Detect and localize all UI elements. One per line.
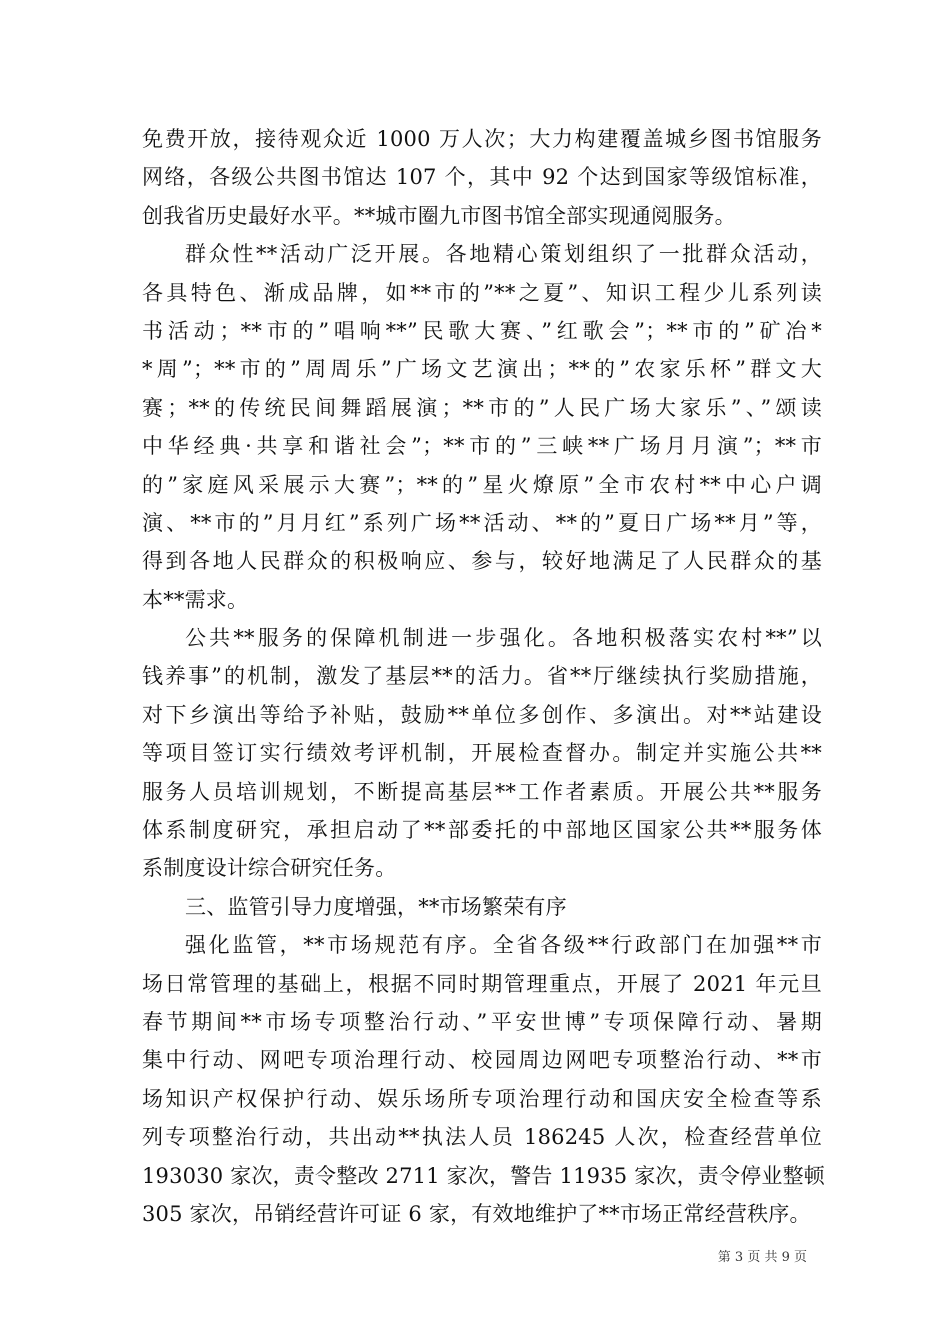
text-line: 193030 家次，责令整改 2711 家次，警告 11935 家次，责令停业整顿	[142, 1163, 825, 1188]
text-line: 等项目签订实行绩效考评机制，开展检查督办。制定并实施公共**	[142, 741, 822, 766]
page-number: 第 3 页 共 9 页	[717, 1250, 807, 1265]
text-line: *周”；**市的”周周乐”广场文艺演出；**的”农家乐杯”群文大	[142, 357, 822, 382]
text-line: 列专项整治行动，共出动**执法人员 186245 人次，检查经营单位	[142, 1125, 822, 1150]
text-line: 群众性**活动广泛开展。各地精心策划组织了一批群众活动，	[185, 242, 822, 267]
text-line: 赛；**的传统民间舞蹈展演；**市的”人民广场大家乐”、”颂读	[142, 395, 822, 420]
text-line: 免费开放，接待观众近 1000 万人次；大力构建覆盖城乡图书馆服务	[142, 127, 822, 151]
text-line: 钱养事”的机制，激发了基层**的活力。省**厅继续执行奖励措施，	[142, 664, 822, 689]
text-line: 对下乡演出等给予补贴，鼓励**单位多创作、多演出。对**站建设	[142, 702, 822, 727]
text-line: 春节期间**市场专项整治行动、”平安世博”专项保障行动、暑期	[142, 1009, 822, 1034]
text-line: 演、**市的”月月红”系列广场**活动、**的”夏日广场**月”等，	[142, 510, 822, 535]
text-line: 体系制度研究，承担启动了**部委托的中部地区国家公共**服务体	[142, 818, 822, 843]
text-line: 强化监管，**市场规范有序。全省各级**行政部门在加强**市	[185, 933, 822, 958]
text-line: 得到各地人民群众的积极响应、参与，较好地满足了人民群众的基	[142, 549, 822, 574]
text-line: 各具特色、渐成品牌，如**市的”**之夏”、知识工程少儿系列读	[142, 280, 822, 305]
document-body	[142, 120, 825, 1233]
text-line: 集中行动、网吧专项治理行动、校园周边网吧专项整治行动、**市	[142, 1048, 822, 1073]
text-line: 305 家次，吊销经营许可证 6 家，有效地维护了**市场正常经营秩序。	[142, 1201, 811, 1226]
section-heading: 三、监管引导力度增强，**市场繁荣有序	[185, 894, 567, 919]
text-line: 服务人员培训规划，不断提高基层**工作者素质。开展公共**服务	[142, 779, 822, 804]
text-line: 中华经典·共享和谐社会”；**市的”三峡**广场月月演”；**市	[142, 434, 822, 459]
text-line: 场日常管理的基础上，根据不同时期管理重点，开展了 2021 年元旦	[142, 971, 822, 996]
text-line: 的”家庭风采展示大赛”；**的”星火燎原”全市农村**中心户调	[142, 472, 822, 497]
text-line: 本**需求。	[142, 587, 249, 612]
text-line: 系制度设计综合研究任务。	[142, 856, 397, 881]
text-line: 场知识产权保护行动、娱乐场所专项治理行动和国庆安全检查等系	[142, 1086, 822, 1111]
text-line: 公共**服务的保障机制进一步强化。各地积极落实农村**”以	[185, 626, 822, 651]
text-line: 网络，各级公共图书馆达 107 个，其中 92 个达到国家等级馆标准，	[142, 165, 822, 190]
text-line: 书活动；**市的”唱响**”民歌大赛、”红歌会”；**市的”矿冶*	[142, 318, 822, 343]
text-line: 创我省历史最好水平。**城市圈九市图书馆全部实现通阅服务。	[142, 203, 736, 228]
